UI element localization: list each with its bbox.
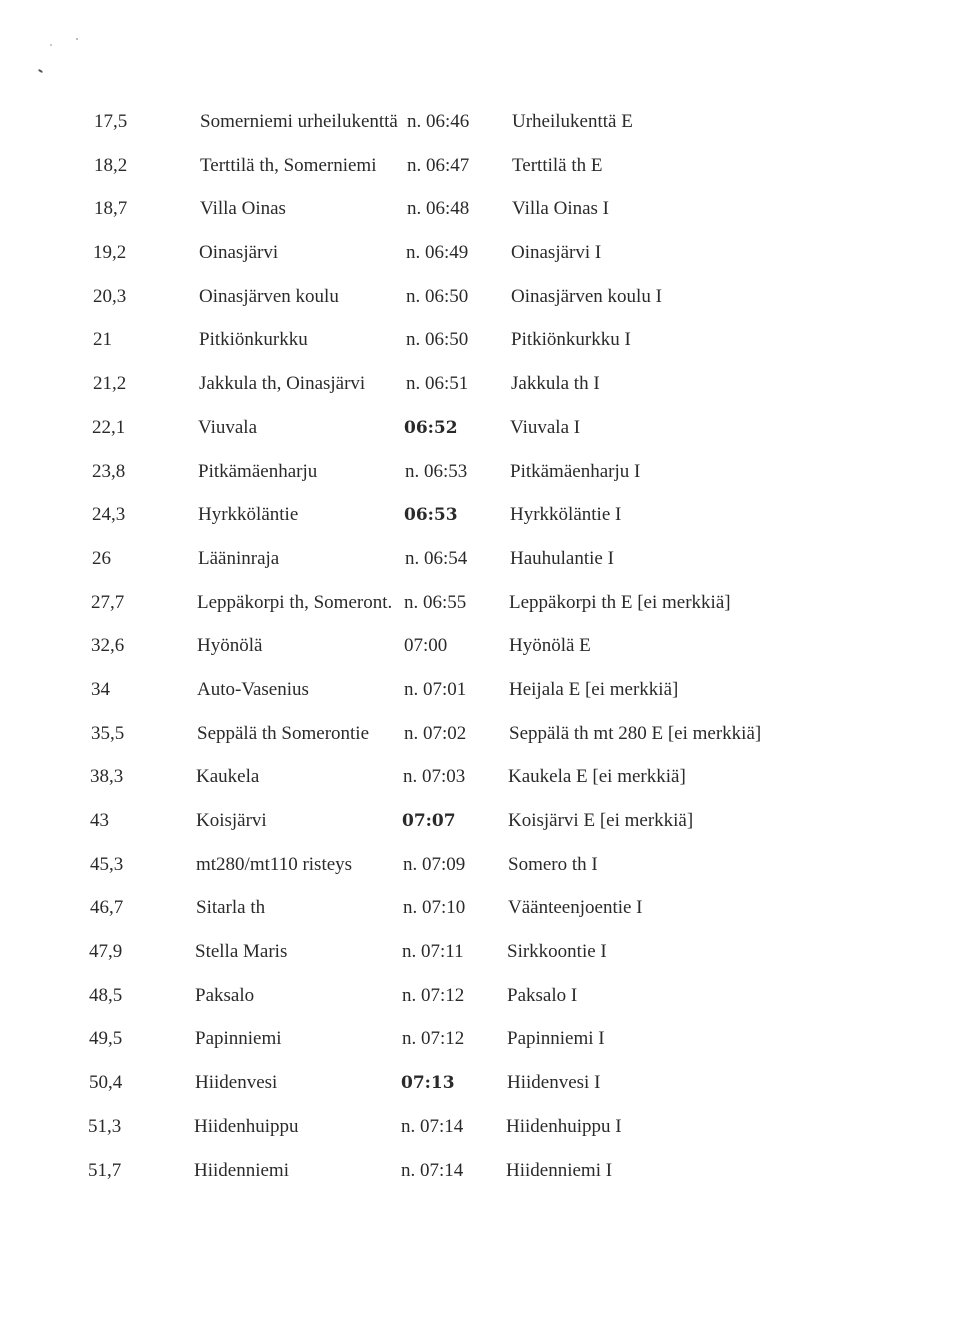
km-value: 35,5 (91, 722, 125, 744)
km-value: 21 (93, 329, 112, 351)
stop-name: Leppäkorpi th, Someront. (197, 591, 393, 613)
departure-time: n. 07:14 (401, 1159, 464, 1181)
schedule-row (0, 152, 960, 196)
stop-name: Hiidenvesi (195, 1072, 278, 1094)
schedule-row (0, 1069, 960, 1113)
stop-marker: Hauhulantie I (510, 547, 614, 569)
departure-time: n. 07:12 (402, 984, 465, 1006)
km-value: 50,4 (89, 1072, 123, 1094)
stop-name: Villa Oinas (200, 198, 286, 220)
schedule-row (0, 239, 960, 283)
schedule-row (0, 545, 960, 589)
schedule-row (0, 851, 960, 895)
km-value: 47,9 (89, 941, 123, 963)
departure-time: n. 07:12 (402, 1028, 465, 1050)
km-value: 38,3 (90, 766, 124, 788)
departure-time: 06:52 (404, 417, 458, 438)
departure-time: n. 06:50 (406, 285, 469, 307)
schedule-row (0, 1157, 960, 1201)
stop-marker: Oinasjärven koulu I (511, 285, 662, 307)
departure-time: n. 07:10 (403, 897, 466, 919)
schedule-row (0, 763, 960, 807)
stop-name: Papinniemi (195, 1028, 282, 1050)
stop-marker: Sirkkoontie I (507, 941, 607, 963)
departure-time: n. 06:51 (406, 373, 469, 395)
km-value: 43 (90, 810, 109, 831)
km-value: 51,3 (88, 1115, 122, 1137)
stop-name: Paksalo (195, 984, 255, 1006)
km-value: 17,5 (94, 111, 128, 132)
schedule-row (0, 632, 960, 676)
schedule-row (0, 1025, 960, 1069)
stop-marker: Villa Oinas I (512, 198, 610, 220)
km-value: 46,7 (90, 897, 124, 919)
stop-name: Pitkämäenharju (198, 460, 318, 482)
stop-name: Kaukela (196, 766, 260, 788)
km-value: 27,7 (91, 591, 125, 613)
stop-name: Viuvala (198, 416, 258, 438)
departure-time: n. 07:03 (403, 766, 466, 788)
scan-speck (50, 44, 52, 46)
schedule-row (0, 370, 960, 414)
stop-name: Somerniemi urheilukenttä (200, 111, 398, 132)
schedule-row (0, 283, 960, 327)
departure-time: n. 06:55 (404, 591, 467, 613)
departure-time: n. 06:47 (407, 154, 470, 176)
stop-marker: Hyönölä E (509, 635, 591, 657)
schedule-row (0, 1113, 960, 1157)
schedule-row (0, 938, 960, 982)
km-value: 21,2 (93, 373, 127, 395)
km-value: 34 (91, 678, 110, 700)
schedule-row (0, 458, 960, 502)
stop-marker: Hyrkköläntie I (510, 504, 622, 526)
schedule-row (0, 982, 960, 1026)
departure-time: 07:07 (402, 811, 456, 831)
km-value: 18,2 (94, 154, 128, 176)
departure-time: n. 06:46 (407, 111, 470, 132)
departure-time: n. 06:49 (406, 242, 469, 264)
stop-name: Terttilä th, Somerniemi (200, 154, 377, 176)
stop-name: Seppälä th Somerontie (197, 722, 370, 744)
schedule-row (0, 676, 960, 720)
schedule-row (0, 894, 960, 938)
stop-name: Sitarla th (196, 897, 266, 919)
km-value: 18,7 (94, 198, 128, 220)
stop-marker: Paksalo I (507, 984, 578, 1006)
departure-time: n. 07:01 (404, 678, 467, 700)
stop-marker: Pitkämäenharju I (510, 460, 641, 482)
stop-name: Hiidenhuippu (194, 1115, 299, 1137)
stop-marker: Jakkula th I (511, 373, 600, 395)
km-value: 51,7 (88, 1159, 122, 1181)
stop-marker: Oinasjärvi I (511, 242, 602, 264)
departure-time: n. 06:54 (405, 547, 468, 569)
stop-marker: Leppäkorpi th E [ei merkkiä] (509, 591, 731, 613)
schedule-row (0, 589, 960, 633)
km-value: 45,3 (90, 853, 124, 875)
km-value: 22,1 (92, 416, 126, 438)
stop-marker: Papinniemi I (507, 1028, 605, 1050)
departure-time: n. 07:02 (404, 722, 467, 744)
departure-time: n. 07:14 (401, 1115, 464, 1137)
stop-name: Oinasjärvi (199, 242, 279, 264)
stop-marker: Hiidenhuippu I (506, 1115, 622, 1137)
stop-name: Lääninraja (198, 547, 280, 569)
stop-marker: Pitkiönkurkku I (511, 329, 631, 351)
stop-name: Pitkiönkurkku (199, 329, 308, 351)
km-value: 23,8 (92, 460, 126, 482)
stop-marker: Hiidenvesi I (507, 1072, 601, 1094)
km-value: 24,3 (92, 504, 126, 526)
km-value: 48,5 (89, 984, 123, 1006)
stop-marker: Viuvala I (510, 416, 581, 438)
route-schedule-table (0, 108, 960, 1200)
stop-marker: Urheilukenttä E (512, 111, 633, 132)
scan-speck (38, 69, 43, 74)
schedule-row (0, 326, 960, 370)
stop-name: Hyönölä (197, 635, 263, 657)
stop-marker: Somero th I (508, 853, 598, 875)
km-value: 32,6 (91, 635, 125, 657)
km-value: 49,5 (89, 1028, 123, 1050)
stop-name: Hiidenniemi (194, 1159, 289, 1181)
stop-name: Oinasjärven koulu (199, 285, 339, 307)
schedule-row (0, 195, 960, 239)
stop-name: Koisjärvi (196, 810, 267, 831)
stop-name: Auto-Vasenius (197, 678, 309, 700)
departure-time: n. 06:53 (405, 460, 468, 482)
schedule-row (0, 720, 960, 764)
stop-name: Stella Maris (195, 941, 288, 963)
km-value: 19,2 (93, 242, 127, 264)
scan-speck (76, 38, 78, 40)
departure-time: n. 06:48 (407, 198, 470, 220)
departure-time: 07:00 (404, 635, 448, 657)
stop-name: Hyrkköläntie (198, 504, 299, 526)
stop-name: mt280/mt110 risteys (196, 853, 353, 875)
stop-marker: Heijala E [ei merkkiä] (509, 678, 679, 700)
schedule-row (0, 807, 960, 851)
departure-time: n. 07:11 (402, 941, 464, 963)
stop-name: Jakkula th, Oinasjärvi (199, 373, 366, 395)
departure-time: n. 06:50 (406, 329, 469, 351)
stop-marker: Hiidenniemi I (506, 1159, 613, 1181)
stop-marker: Väänteenjoentie I (508, 897, 643, 919)
schedule-row (0, 501, 960, 545)
departure-time: 07:13 (401, 1073, 455, 1094)
schedule-row (0, 414, 960, 458)
schedule-row (0, 108, 960, 152)
km-value: 26 (92, 547, 111, 569)
stop-marker: Seppälä th mt 280 E [ei merkkiä] (509, 722, 762, 744)
stop-marker: Terttilä th E (512, 154, 603, 176)
stop-marker: Kaukela E [ei merkkiä] (508, 766, 686, 788)
departure-time: 06:53 (404, 505, 458, 526)
km-value: 20,3 (93, 285, 127, 307)
departure-time: n. 07:09 (403, 853, 466, 875)
stop-marker: Koisjärvi E [ei merkkiä] (508, 810, 694, 831)
